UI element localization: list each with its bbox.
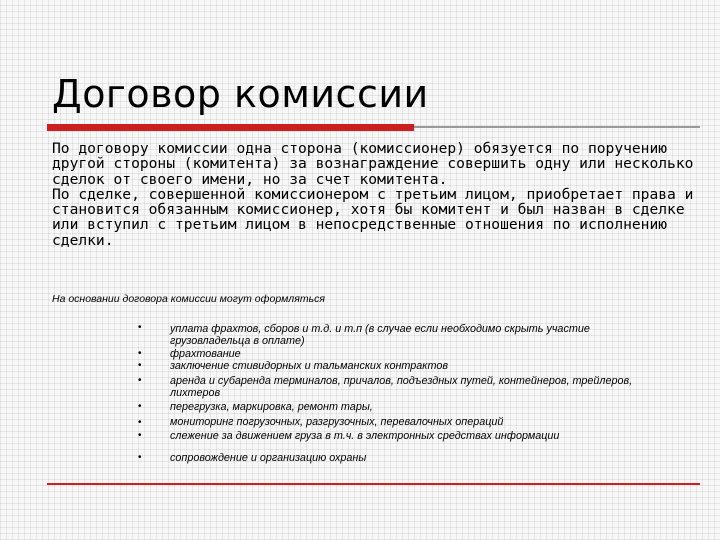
- list-item: мониторинг погрузочных, разгрузочных, перевалочных операций: [170, 416, 504, 428]
- title-underline-accent: [47, 124, 414, 131]
- main-text: [52, 141, 702, 248]
- list-item: фрахтование: [170, 348, 241, 360]
- paragraph-commission-obligations: По сделке, совершенной комиссионером с третьим лицом, приобретает права и становится обязанным комиссионер, хотя бы комитент и был назван в сделке или вступил с третьим лицом в непосредственные отношения по исполнению сделки.: [52, 185, 694, 249]
- list-item: слежение за движением груза в т.ч. в электронных средствах информации: [170, 430, 560, 442]
- list-item: уплата фрахтов, сборов и т.д. и т.п (в случае если необходимо скрыть участие грузовладельца в оплате): [170, 323, 590, 347]
- list-item: заключение стивидорных и тальманских контрактов: [170, 360, 448, 372]
- basis-caption: На основании договора комиссии могут оформляться: [52, 293, 325, 305]
- bullet-marker: •: [138, 322, 142, 333]
- list-item: сопровождение и организацию охраны: [170, 452, 367, 464]
- bullet-marker: •: [138, 452, 142, 463]
- bottom-rule: [47, 483, 700, 485]
- slide-title: Договор комиссии: [52, 72, 429, 116]
- bullet-marker: •: [138, 360, 142, 371]
- bullet-marker: •: [138, 401, 142, 412]
- list-item: аренда и субаренда терминалов, причалов, подъездных путей, контейнеров, трейлеров, лихтеров: [170, 375, 633, 399]
- paragraph-commission-definition: По договору комиссии одна сторона (комиссионер) обязуется по поручению другой стороны (комитента) за вознаграждение совершить одну или несколько сделок от своего имени, но за счет комитента.: [52, 140, 694, 188]
- title-underline-rule: [414, 126, 700, 128]
- bullet-marker: •: [138, 348, 142, 359]
- bullet-marker: •: [138, 375, 142, 386]
- bullet-marker: •: [138, 430, 142, 441]
- bullet-marker: •: [138, 417, 142, 428]
- list-item: перегрузка, маркировка, ремонт тары,: [170, 401, 373, 413]
